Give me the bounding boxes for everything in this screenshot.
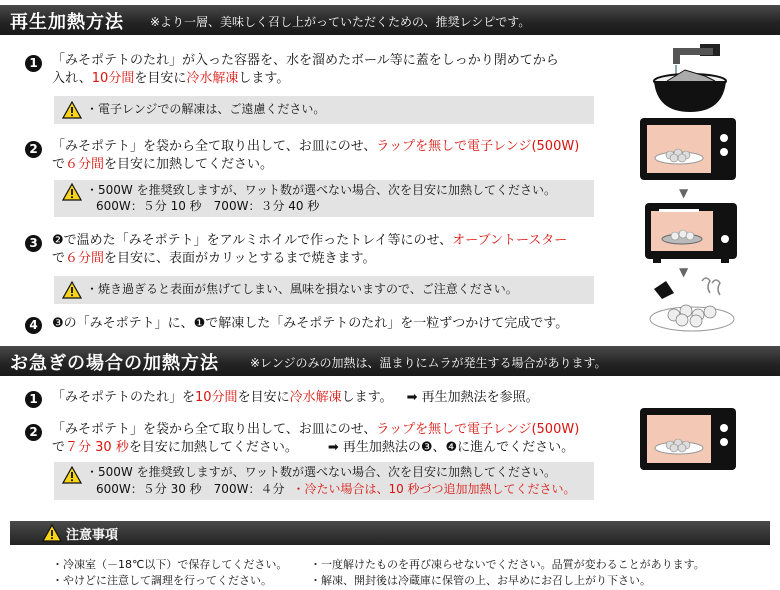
- plate-sauce-illustration: [640, 277, 736, 335]
- step-4-line-1: ❸の「みそポテト」に、❶で解凍した「みそポテトのたれ」を一粒ずつかけて完成です。: [52, 316, 569, 331]
- quick-step-number-2: 2: [25, 424, 42, 441]
- warning-icon: [62, 281, 82, 299]
- step-number-4: 4: [25, 317, 42, 334]
- caution-item: ・一度解けたものを再び凍らせないでください。品質が変わることがあります。: [310, 558, 705, 571]
- warning-icon: [62, 466, 82, 484]
- section-header-quick: [0, 346, 780, 376]
- warning-icon: [62, 101, 82, 119]
- caution-item: ・解凍、開封後は冷蔵庫に保管の上、お早めにお召し上がり下さい。: [310, 574, 651, 587]
- warning-icon: [42, 524, 62, 542]
- warning-text-line-2: 600W：５分 30 秒 700W：４分 ・冷たい場合は、10 秒づつ追加加熱してください。: [96, 482, 576, 496]
- step-1-line-1: 「みそポテトのたれ」が入った容器を、水を溜めたボール等に蓋をしっかり閉めてから: [52, 53, 559, 68]
- caution-item: ・冷凍室（－18℃以下）で保存してください。: [52, 558, 288, 571]
- step-3-line-1: ❷で温めた「みそポテト」をアルミホイルで作ったトレイ等にのせ、オーブントースター: [52, 233, 568, 248]
- section-note: ※より一層、美味しく召し上がっていただくための、推奨レシピです。: [150, 15, 531, 29]
- step-3-line-2: で６分間を目安に、表面がカリッとするまで焼きます。: [52, 251, 376, 266]
- faucet-bowl-illustration: [645, 40, 735, 115]
- step-number-3: 3: [25, 235, 42, 252]
- section-header-reheat: [0, 5, 780, 35]
- warning-text: ・電子レンジでの解凍は、ご遠慮ください。: [86, 102, 326, 116]
- quick-step-2-line-2: で７分 30 秒を目安に加熱してください。 ➡ 再生加熱法の❸、❹に進んでください。: [52, 440, 575, 455]
- warning-box-3: [54, 276, 594, 304]
- warning-icon: [62, 183, 82, 201]
- toaster-oven-illustration: [645, 203, 737, 263]
- warning-box-1: [54, 96, 594, 124]
- section-title: 再生加熱方法: [10, 12, 124, 33]
- section-note: ※レンジのみの加熱は、温まりにムラが発生する場合があります。: [250, 356, 607, 370]
- arrow-down-icon: ▼: [679, 265, 689, 279]
- step-2-line-1: 「みそポテト」を袋から全て取り出して、お皿にのせ、ラップを無しで電子レンジ(500W): [52, 139, 580, 154]
- quick-step-2-line-1: 「みそポテト」を袋から全て取り出して、お皿にのせ、ラップを無しで電子レンジ(500W): [52, 422, 580, 437]
- step-number-1: 1: [25, 55, 42, 72]
- quick-step-number-1: 1: [25, 391, 42, 408]
- warning-text-line-1: ・500W を推奨致しますが、ワット数が選べない場合、次を目安に加熱してください。: [86, 465, 556, 479]
- caution-item: ・やけどに注意して調理を行ってください。: [52, 574, 272, 587]
- microwave-illustration: [640, 118, 736, 184]
- microwave-illustration: [640, 408, 736, 474]
- step-2-line-2: で６分間を目安に加熱してください。: [52, 157, 274, 172]
- arrow-down-icon: ▼: [679, 186, 689, 200]
- warning-text: ・焼き過ぎると表面が焦げてしまい、風味を損ないますので、ご注意ください。: [86, 282, 518, 296]
- step-1-line-2: 入れ、10分間を目安に冷水解凍します。: [52, 71, 290, 86]
- warning-text-line-2: 600W：５分 10 秒 700W：３分 40 秒: [96, 199, 320, 213]
- warning-box-quick: [54, 462, 594, 500]
- caution-title: 注意事項: [66, 528, 119, 543]
- warning-box-2: [54, 180, 594, 217]
- section-title: お急ぎの場合の加熱方法: [10, 353, 219, 374]
- step-number-2: 2: [25, 141, 42, 158]
- warning-text-line-1: ・500W を推奨致しますが、ワット数が選べない場合、次を目安に加熱してください。: [86, 183, 556, 197]
- quick-step-1-line: 「みそポテトのたれ」を10分間を目安に冷水解凍します。 ➡ 再生加熱法を参照。: [52, 390, 539, 405]
- caution-header: [10, 521, 770, 545]
